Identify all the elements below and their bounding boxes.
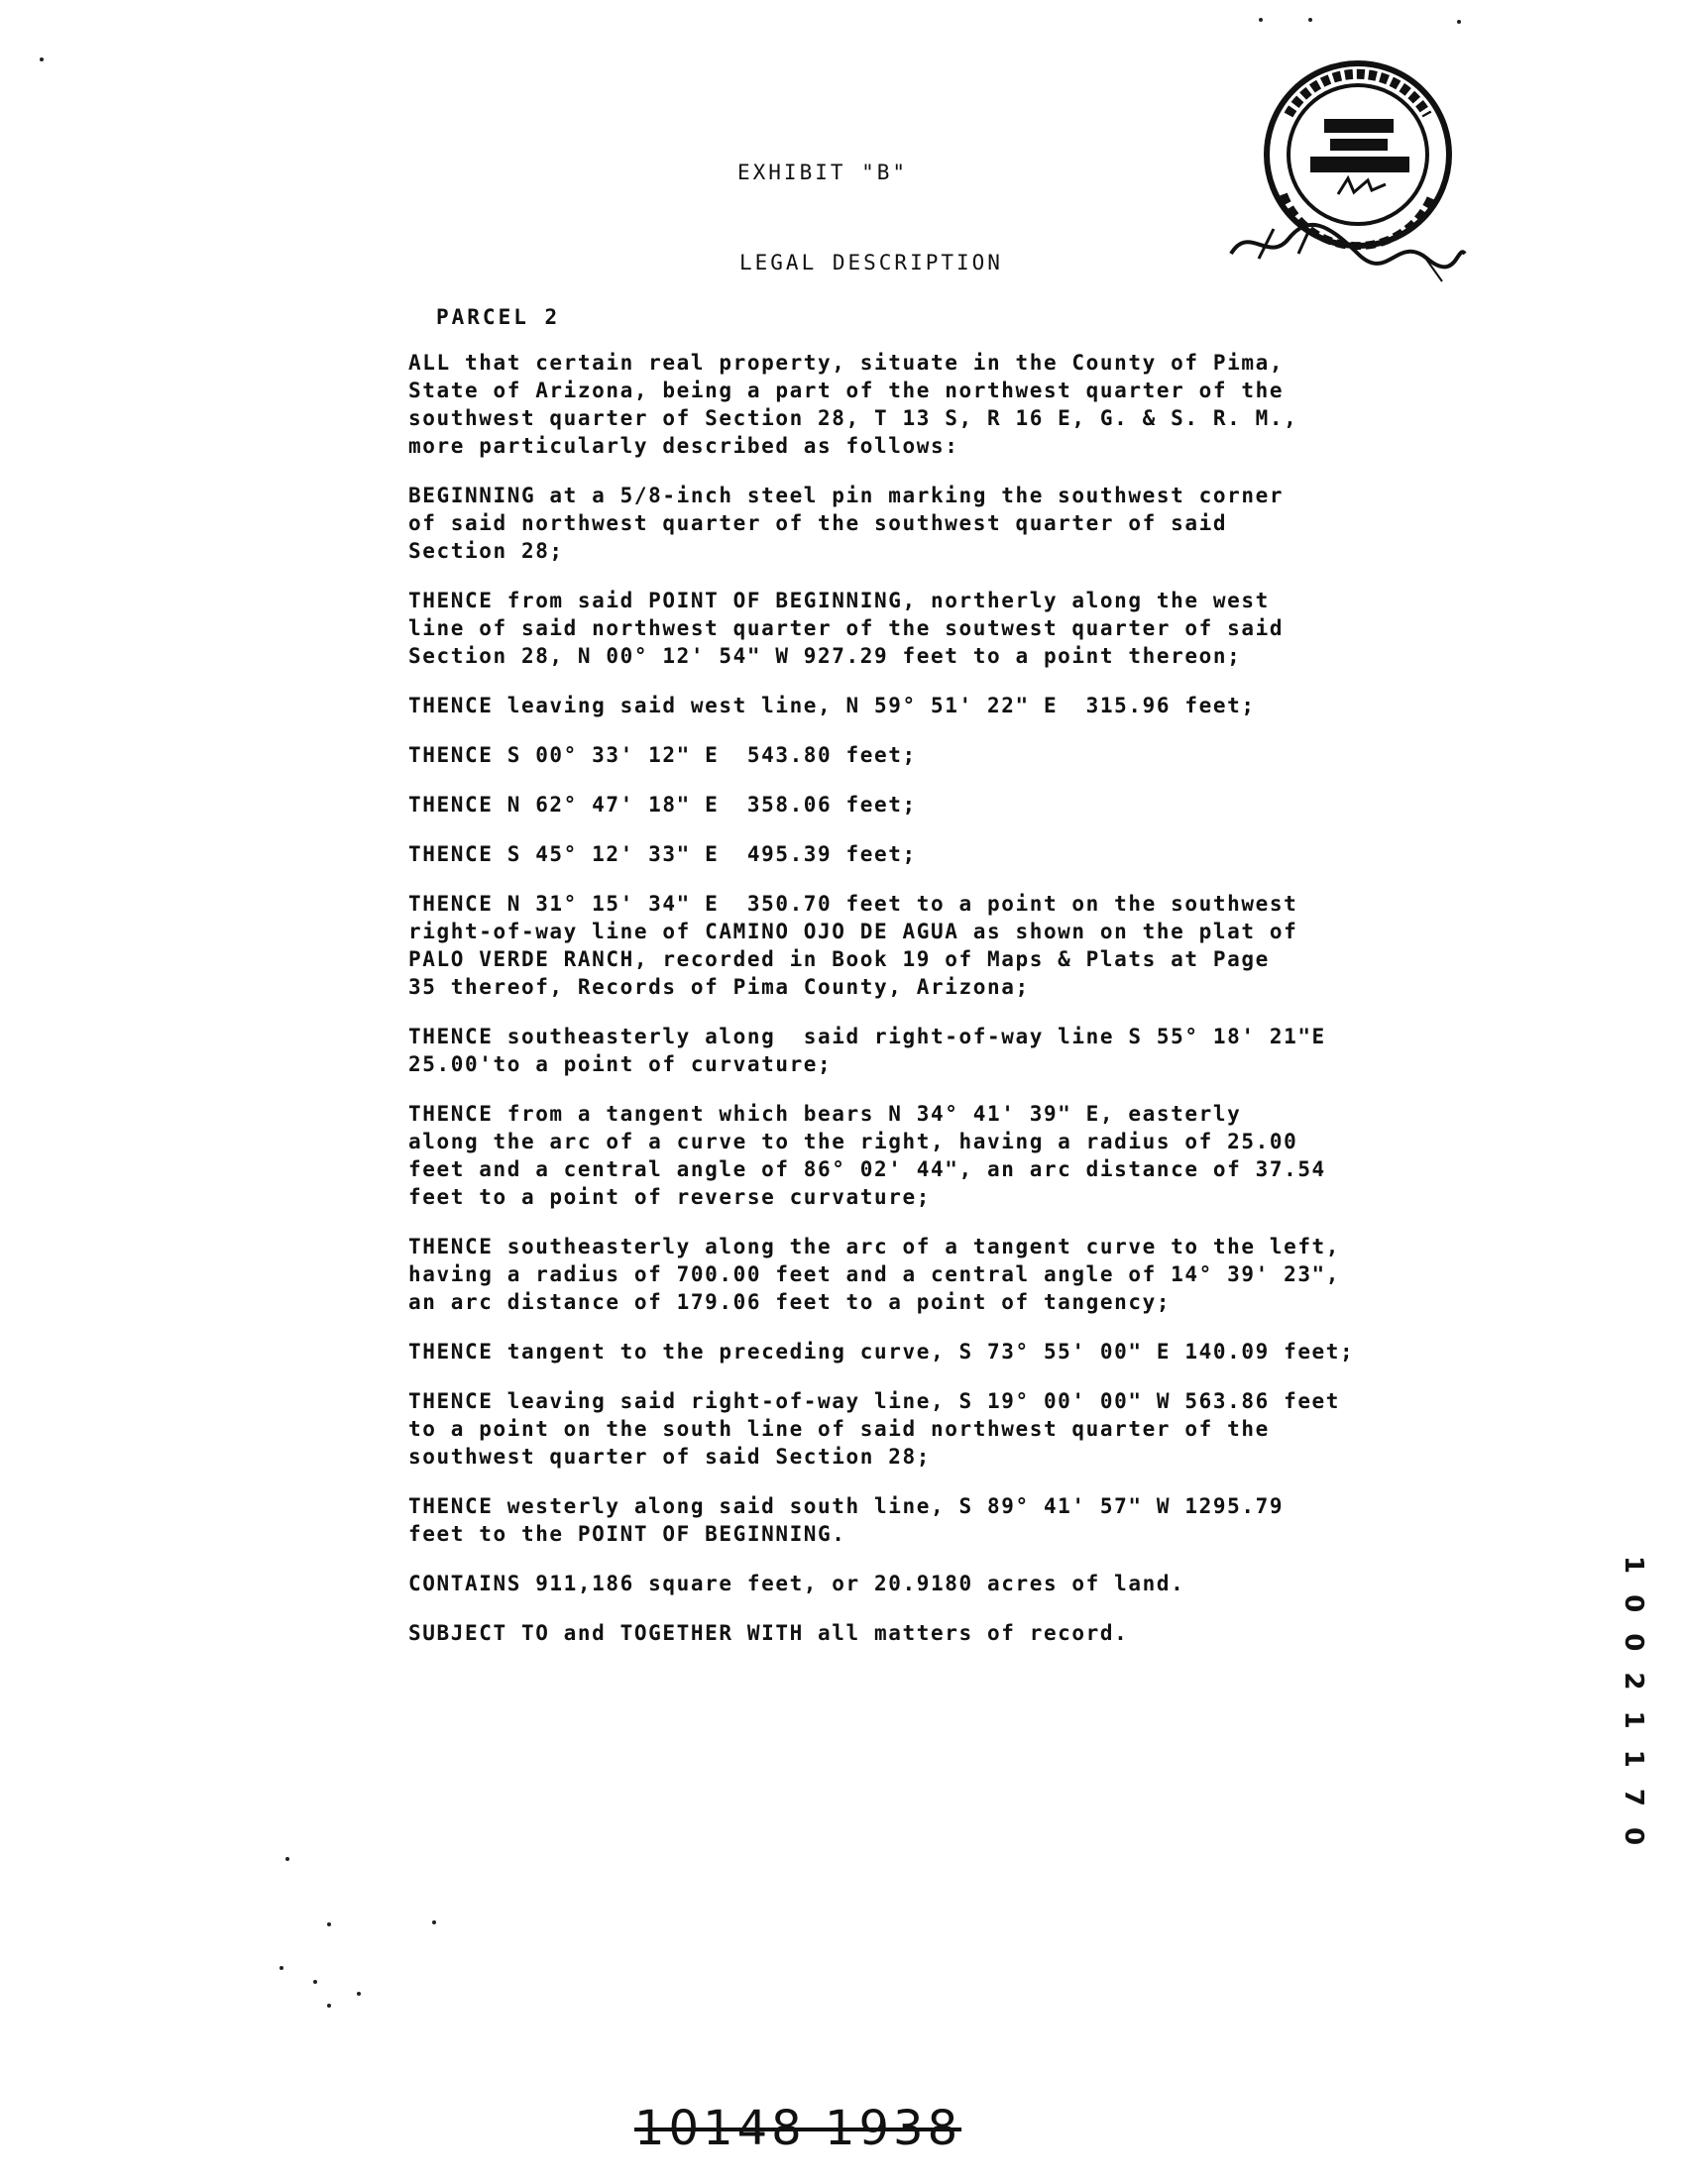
paragraph-14	[408, 1492, 1439, 1548]
text-line: THENCE tangent to the preceding curve, S 73° 55' 00" E 140.09 feet;	[408, 1340, 1355, 1364]
text-line: having a radius of 700.00 feet and a central angle of 14° 39' 23",	[408, 1262, 1341, 1286]
text-line: State of Arizona, being a part of the northwest quarter of the	[408, 379, 1285, 402]
text-line: 25.00'to a point of curvature;	[408, 1052, 833, 1076]
text-line: Section 28;	[408, 539, 564, 563]
scan-speck	[357, 1992, 361, 1996]
paragraph-12	[408, 1338, 1439, 1365]
text-line: THENCE N 62° 47' 18" E 358.06 feet;	[408, 793, 917, 817]
text-line: CONTAINS 911,186 square feet, or 20.9180 acres of land.	[408, 1572, 1185, 1595]
text-line: THENCE southeasterly along said right-of-way line S 55° 18' 21"E	[408, 1025, 1326, 1048]
paragraph-1	[408, 349, 1439, 460]
area-statement	[408, 1570, 1439, 1597]
paragraph-10	[408, 1100, 1439, 1211]
text-line: to a point on the south line of said northwest quarter of the	[408, 1417, 1270, 1441]
text-line: 35 thereof, Records of Pima County, Arizona;	[408, 975, 1030, 999]
paragraph-13	[408, 1387, 1439, 1471]
text-line: THENCE from a tangent which bears N 34° 41' 39" E, easterly	[408, 1102, 1242, 1126]
text-line: feet to a point of reverse curvature;	[408, 1185, 931, 1209]
parcel-label: PARCEL 2	[436, 305, 561, 329]
paragraph-5	[408, 741, 1439, 769]
text-line: THENCE westerly along said south line, S 89° 41' 57" W 1295.79	[408, 1494, 1285, 1518]
text-line: southwest quarter of Section 28, T 13 S, R 16 E, G. & S. R. M.,	[408, 406, 1298, 430]
scan-speck	[280, 1966, 283, 1970]
text-line: THENCE leaving said west line, N 59° 51' 22" E 315.96 feet;	[408, 694, 1256, 717]
text-line: line of said northwest quarter of the soutwest quarter of said	[408, 616, 1285, 640]
paragraph-8	[408, 890, 1439, 1001]
paragraph-2	[408, 482, 1439, 565]
paragraph-3	[408, 587, 1439, 670]
text-line: THENCE southeasterly along the arc of a tangent curve to the left,	[408, 1235, 1341, 1258]
text-line: SUBJECT TO and TOGETHER WITH all matters of record.	[408, 1621, 1129, 1645]
scan-speck	[40, 57, 44, 61]
text-line: ALL that certain real property, situate in the County of Pima,	[408, 351, 1285, 375]
scan-speck	[432, 1920, 436, 1924]
exhibit-heading: EXHIBIT "B"	[737, 161, 909, 184]
paragraph-9	[408, 1023, 1439, 1078]
paragraph-6	[408, 791, 1439, 819]
scan-speck	[313, 1980, 317, 1984]
text-line: feet and a central angle of 86° 02' 44", an arc distance of 37.54	[408, 1157, 1326, 1181]
text-line: along the arc of a curve to the right, having a radius of 25.00	[408, 1130, 1298, 1153]
scan-speck	[285, 1857, 289, 1861]
paragraph-11	[408, 1233, 1439, 1316]
recording-number: 10148 1938	[634, 2101, 962, 2156]
text-line: THENCE N 31° 15' 34" E 350.70 feet to a point on the southwest	[408, 892, 1298, 916]
text-line: THENCE leaving said right-of-way line, S 19° 00' 00" W 563.86 feet	[408, 1389, 1341, 1413]
paragraph-4	[408, 692, 1439, 719]
subject-to-statement	[408, 1619, 1439, 1647]
scan-speck	[1457, 20, 1461, 24]
text-line: more particularly described as follows:	[408, 434, 959, 458]
docket-number: 1 0 0 2 1 1 7 0	[1619, 1556, 1648, 1852]
text-line: THENCE from said POINT OF BEGINNING, northerly along the west	[408, 589, 1270, 612]
text-line: PALO VERDE RANCH, recorded in Book 19 of Maps & Plats at Page	[408, 947, 1270, 971]
scan-speck	[1259, 18, 1263, 22]
scan-speck	[1308, 18, 1312, 22]
text-line: an arc distance of 179.06 feet to a point of tangency;	[408, 1290, 1172, 1314]
paragraph-7	[408, 840, 1439, 868]
docket-side-stamp	[1619, 1556, 1648, 1912]
scan-speck	[327, 2004, 331, 2008]
scan-speck	[327, 1922, 331, 1926]
text-line: THENCE S 00° 33' 12" E 543.80 feet;	[408, 743, 917, 767]
legal-description-heading: LEGAL DESCRIPTION	[739, 251, 1003, 274]
text-line: Section 28, N 00° 12' 54" W 927.29 feet to a point thereon;	[408, 644, 1242, 668]
legal-description-body	[408, 299, 1439, 1647]
text-line: right-of-way line of CAMINO OJO DE AGUA as shown on the plat of	[408, 920, 1298, 943]
text-line: THENCE S 45° 12' 33" E 495.39 feet;	[408, 842, 917, 866]
text-line: of said northwest quarter of the southwest quarter of said	[408, 511, 1228, 535]
surveyor-seal	[1229, 55, 1467, 293]
text-line: southwest quarter of said Section 28;	[408, 1445, 931, 1469]
text-line: feet to the POINT OF BEGINNING.	[408, 1522, 846, 1546]
text-line: BEGINNING at a 5/8-inch steel pin marking the southwest corner	[408, 484, 1285, 507]
